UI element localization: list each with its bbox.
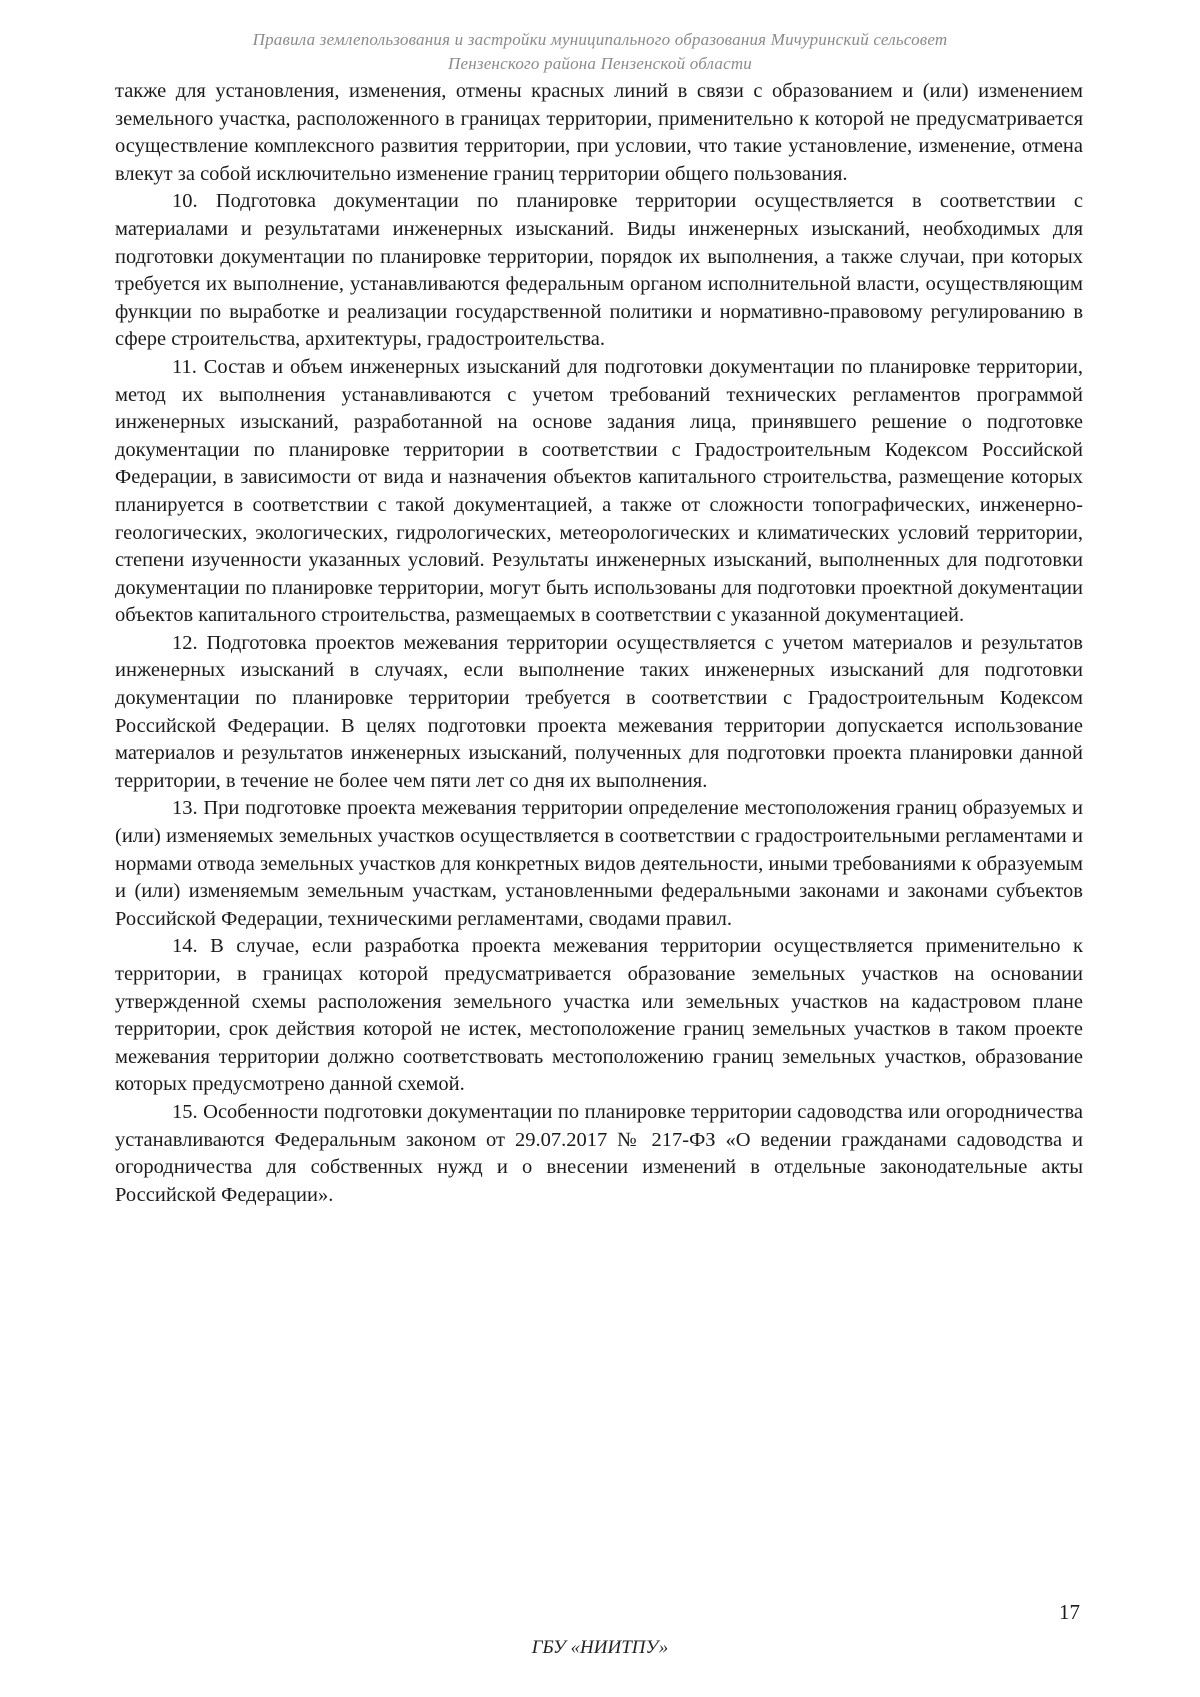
header-line-2: Пензенского района Пензенской области	[448, 54, 752, 73]
paragraph-11: 11. Состав и объем инженерных изысканий для подготовки документации по планировке территории, метод их выполнения устанавливаются с учетом требований технических регламентов программой инженерных изысканий, разработанной на основе задания лица, принявшего решение о подготовке документации по планировке территории в соответствии с Градостроительным Кодексом Российской Федерации, в зависимости от вида и назначения объектов капитального строительства, размещение которых планируется в соответствии с такой документацией, а также от сложности топографических, инженерно-геологических, экологических, гидрологических, метеорологических и климатических условий территории, степени изученности указанных условий. Результаты инженерных изысканий, выполненных для подготовки документации по планировке территории, могут быть использованы для подготовки проектной документации объектов капитального строительства, размещаемых в соответствии с указанной документацией.	[115, 355, 1083, 627]
paragraph-13: 13. При подготовке проекта межевания территории определение местоположения границ образуемых и (или) изменяемых земельных участков осуществляется в соответствии с градостроительными регламентами и нормами отвода земельных участков для конкретных видов деятельности, иными требованиями к образуемым и (или) изменяемым земельным участкам, установленными федеральными законами и законами субъектов Российской Федерации, техническими регламентами, сводами правил.	[115, 797, 1083, 930]
page-number: 17	[1059, 1600, 1080, 1624]
paragraph-10: 10. Подготовка документации по планировке территории осуществляется в соответствии с материалами и результатами инженерных изысканий. Виды инженерных изысканий, необходимых для подготовки документации по планировке территории, порядок их выполнения, а также случаи, при которых требуется их выполнение, устанавливаются федеральным органом исполнительной власти, осуществляющим функции по выработке и реализации государственной политики и нормативно-правовому регулированию в сфере строительства, архитектуры, градостроительства.	[115, 190, 1083, 351]
document-body	[115, 78, 1083, 1209]
paragraph-12: 12. Подготовка проектов межевания территории осуществляется с учетом материалов и результатов инженерных изысканий в случаях, если выполнение таких инженерных изысканий для подготовки документации по планировке территории требуется в соответствии с Градостроительным Кодексом Российской Федерации. В целях подготовки проекта межевания территории допускается использование материалов и результатов инженерных изысканий, полученных для подготовки проекта планировки данной территории, в течение не более чем пяти лет со дня их выполнения.	[115, 631, 1083, 792]
running-header	[0, 28, 1200, 76]
header-line-1: Правила землепользования и застройки муниципального образования Мичуринский сельсовет	[252, 30, 948, 49]
paragraph-15: 15. Особенности подготовки документации по планировке территории садоводства или огородничества устанавливаются Федеральным законом от 29.07.2017 № 217-ФЗ «О ведении гражданами садоводства и огородничества для собственных нужд и о внесении изменений в отдельные законодательные акты Российской Федерации».	[115, 1100, 1083, 1206]
paragraph-14: 14. В случае, если разработка проекта межевания территории осуществляется применительно к территории, в границах которой предусматривается образование земельных участков на основании утвержденной схемы расположения земельного участка или земельных участков на кадастровом плане территории, срок действия которой не истек, местоположение границ земельных участков в таком проекте межевания территории должно соответствовать местоположению границ земельных участков, образование которых предусмотрено данной схемой.	[115, 935, 1083, 1096]
footer-organization: ГБУ «НИИТПУ»	[531, 1637, 669, 1658]
paragraph-continuation: также для установления, изменения, отмены красных линий в связи с образованием и (или) изменением земельного участка, расположенного в границах территории, применительно к которой не предусматривается осуществление комплексного развития территории, при условии, что такие установление, изменение, отмена влекут за собой исключительно изменение границ территории общего пользования.	[115, 80, 1083, 185]
